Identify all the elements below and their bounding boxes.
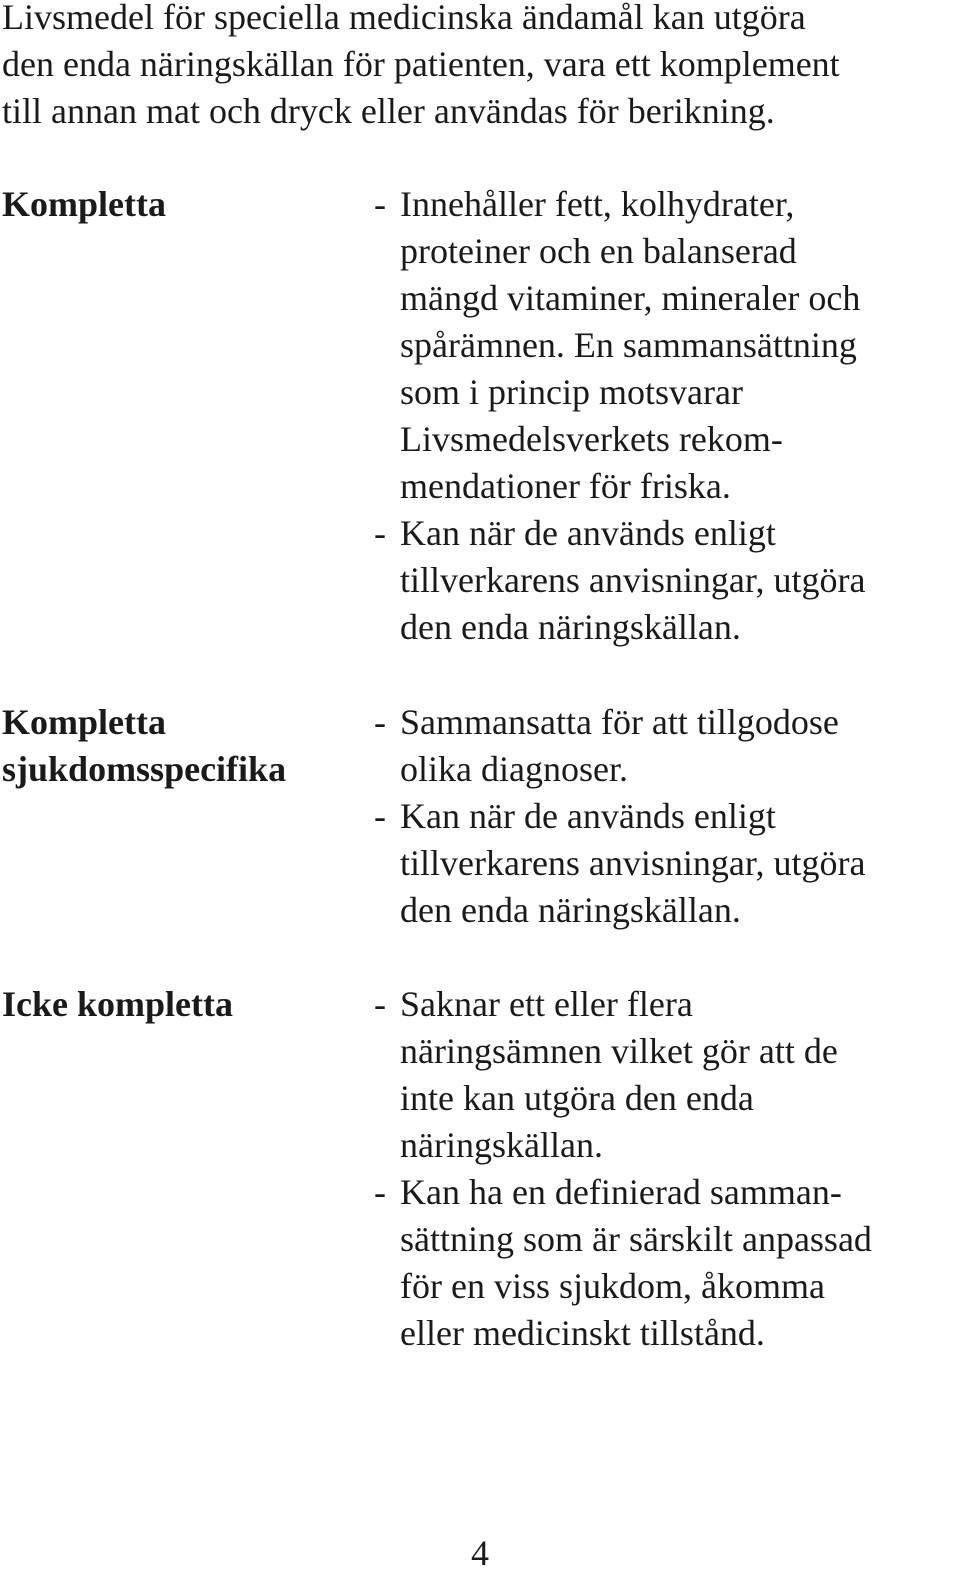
definition-line: den enda näringskällan. xyxy=(400,607,741,647)
category-term xyxy=(2,981,362,1028)
definition-line: Saknar ett eller flera xyxy=(400,984,693,1024)
definition-line: som i princip motsvarar xyxy=(400,372,743,412)
definition-line: olika diagnoser. xyxy=(400,749,628,789)
definition-list xyxy=(374,181,954,651)
definition-line: näringsämnen vilket gör att de xyxy=(400,1031,838,1071)
definition-line: Innehåller fett, kolhydrater, xyxy=(400,184,795,224)
term-line: Kompletta xyxy=(2,184,166,224)
definition-line: Kan när de används enligt xyxy=(400,796,776,836)
dash-bullet: - xyxy=(374,984,386,1024)
term-line: Kompletta xyxy=(2,702,166,742)
dash-bullet: - xyxy=(374,796,386,836)
definition-line: mängd vitaminer, mineraler och xyxy=(400,278,861,318)
definition-item xyxy=(374,1169,954,1357)
definition-line: eller medicinskt tillstånd. xyxy=(400,1313,765,1353)
definition-line: Livsmedelsverkets rekom- xyxy=(400,419,783,459)
intro-line: den enda näringskällan för patienten, vara ett komplement xyxy=(2,44,840,84)
definition-item xyxy=(374,981,954,1169)
page-number: 4 xyxy=(471,1533,489,1573)
definition-line: mendationer för friska. xyxy=(400,466,731,506)
definition-line: inte kan utgöra den enda xyxy=(400,1078,754,1118)
definition-line: sättning som är särskilt anpassad xyxy=(400,1219,872,1259)
definition-item xyxy=(374,510,954,651)
definition-line: Kan ha en definierad samman- xyxy=(400,1172,842,1212)
intro-paragraph xyxy=(2,0,958,135)
definition-line: Kan när de används enligt xyxy=(400,513,776,553)
definition-line: Sammansatta för att tillgodose xyxy=(400,702,839,742)
definition-item xyxy=(374,699,954,793)
category-term xyxy=(2,699,362,793)
dash-bullet: - xyxy=(374,1172,386,1212)
intro-line: Livsmedel för speciella medicinska ändamål kan utgöra xyxy=(2,0,806,37)
category-term xyxy=(2,181,362,228)
dash-bullet: - xyxy=(374,702,386,742)
definition-list xyxy=(374,699,954,934)
definition-line: näringskällan. xyxy=(400,1125,603,1165)
definition-line: proteiner och en balanserad xyxy=(400,231,797,271)
definition-line: för en viss sjukdom, åkomma xyxy=(400,1266,825,1306)
definition-list xyxy=(374,981,954,1357)
term-line: Icke kompletta xyxy=(2,984,233,1024)
definition-line: den enda näringskällan. xyxy=(400,890,741,930)
definition-line: tillverkarens anvisningar, utgöra xyxy=(400,560,866,600)
definition-item xyxy=(374,793,954,934)
intro-line: till annan mat och dryck eller användas för berikning. xyxy=(2,91,775,131)
term-line: sjukdomsspecifika xyxy=(2,749,287,789)
dash-bullet: - xyxy=(374,184,386,224)
dash-bullet: - xyxy=(374,513,386,553)
definition-item xyxy=(374,181,954,510)
definition-line: tillverkarens anvisningar, utgöra xyxy=(400,843,866,883)
definition-line: spårämnen. En sammansättning xyxy=(400,325,857,365)
